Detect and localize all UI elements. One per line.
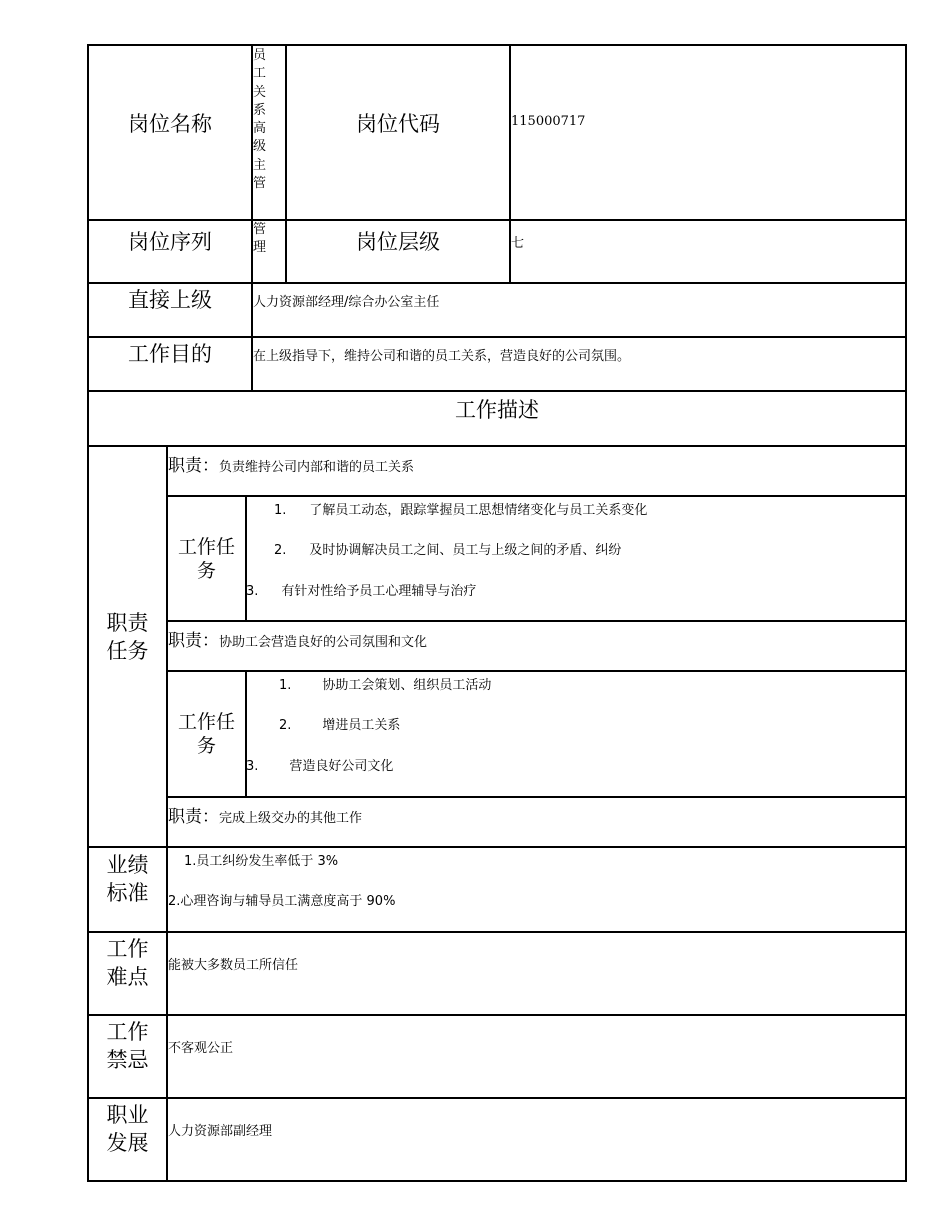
difficulty-label-line1: 工作 [106,937,149,961]
duty-1-task-2 [274,539,621,558]
task-num: 2. [274,543,287,558]
task-label-2 [168,672,245,796]
position-code-value: 115000717 [511,114,586,129]
purpose-value: 在上级指导下，维持公司和谐的员工关系，营造良好的公司氛围。 [253,349,631,364]
task-text: 及时协调解决员工之间、员工与上级之间的矛盾、纠纷 [309,543,622,558]
sequence-label: 岗位序列 [128,230,212,254]
level-label: 岗位层级 [356,230,440,254]
task-label-line1: 工作任 [177,711,235,733]
duty-2-task-3 [246,755,393,774]
career-label [89,1099,166,1159]
performance-label [89,848,166,910]
duty-prefix: 职责： [168,456,219,476]
duty-3-text: 完成上级交办的其他工作 [219,811,363,826]
difficulty-value: 能被大多数员工所信任 [168,958,299,973]
task-label-line2: 务 [196,735,216,757]
duty-2-task-2 [279,714,400,733]
duty-1-task-3 [246,580,476,599]
duty-prefix: 职责： [168,807,219,827]
duty-prefix: 职责： [168,631,219,651]
difficulty-label [89,933,166,993]
duties-label-line2: 任务 [106,639,149,663]
duty-1 [168,451,414,476]
difficulty-label-line2: 难点 [106,965,149,989]
duty-2-task-1 [279,674,491,693]
duties-label [89,447,166,827]
taboo-label-line2: 禁忌 [106,1048,149,1072]
duty-1-task-1 [274,499,647,518]
task-label-1 [168,497,245,620]
duty-1-text: 负责维持公司内部和谐的员工关系 [219,460,415,475]
position-code-label: 岗位代码 [356,112,440,136]
performance-label-line1: 业绩 [106,853,149,877]
task-text: 营造良好公司文化 [289,759,394,774]
position-name-value: 员工关系高级主管 [253,48,267,192]
performance-item-2: 2.心理咨询与辅导员工满意度高于 90% [168,894,396,909]
task-text: 有针对性给予员工心理辅导与治疗 [281,584,477,599]
task-num: 3. [246,584,259,599]
position-name-label: 岗位名称 [128,112,212,136]
purpose-label: 工作目的 [128,342,212,366]
performance-label-line2: 标准 [106,881,149,905]
career-value: 人力资源部副经理 [168,1124,273,1139]
task-label-line2: 务 [196,559,216,582]
taboo-label-line1: 工作 [106,1020,149,1044]
taboo-label [89,1016,166,1076]
task-num: 1. [274,503,287,518]
level-value: 七 [511,236,525,251]
duty-2 [168,626,427,651]
supervisor-value: 人力资源部经理/综合办公室主任 [253,295,440,310]
career-label-line2: 发展 [106,1131,149,1155]
performance-item-1: 1.员工纠纷发生率低于 3% [184,854,339,869]
sequence-value: 管理 [253,222,267,256]
duty-2-text: 协助工会营造良好的公司氛围和文化 [219,635,428,650]
duties-label-line1: 职责 [106,611,149,635]
taboo-value: 不客观公正 [168,1041,234,1056]
task-num: 2. [279,718,292,733]
supervisor-label: 直接上级 [128,288,212,312]
task-num: 3. [246,759,259,774]
career-label-line1: 职业 [106,1103,149,1127]
duty-3 [168,802,362,827]
task-text: 增进员工关系 [322,718,401,733]
task-num: 1. [279,678,292,693]
section-title: 工作描述 [455,398,539,422]
task-text: 了解员工动态，跟踪掌握员工思想情绪变化与员工关系变化 [309,503,648,518]
task-text: 协助工会策划、组织员工活动 [322,678,492,693]
task-label-line1: 工作任 [177,535,235,558]
